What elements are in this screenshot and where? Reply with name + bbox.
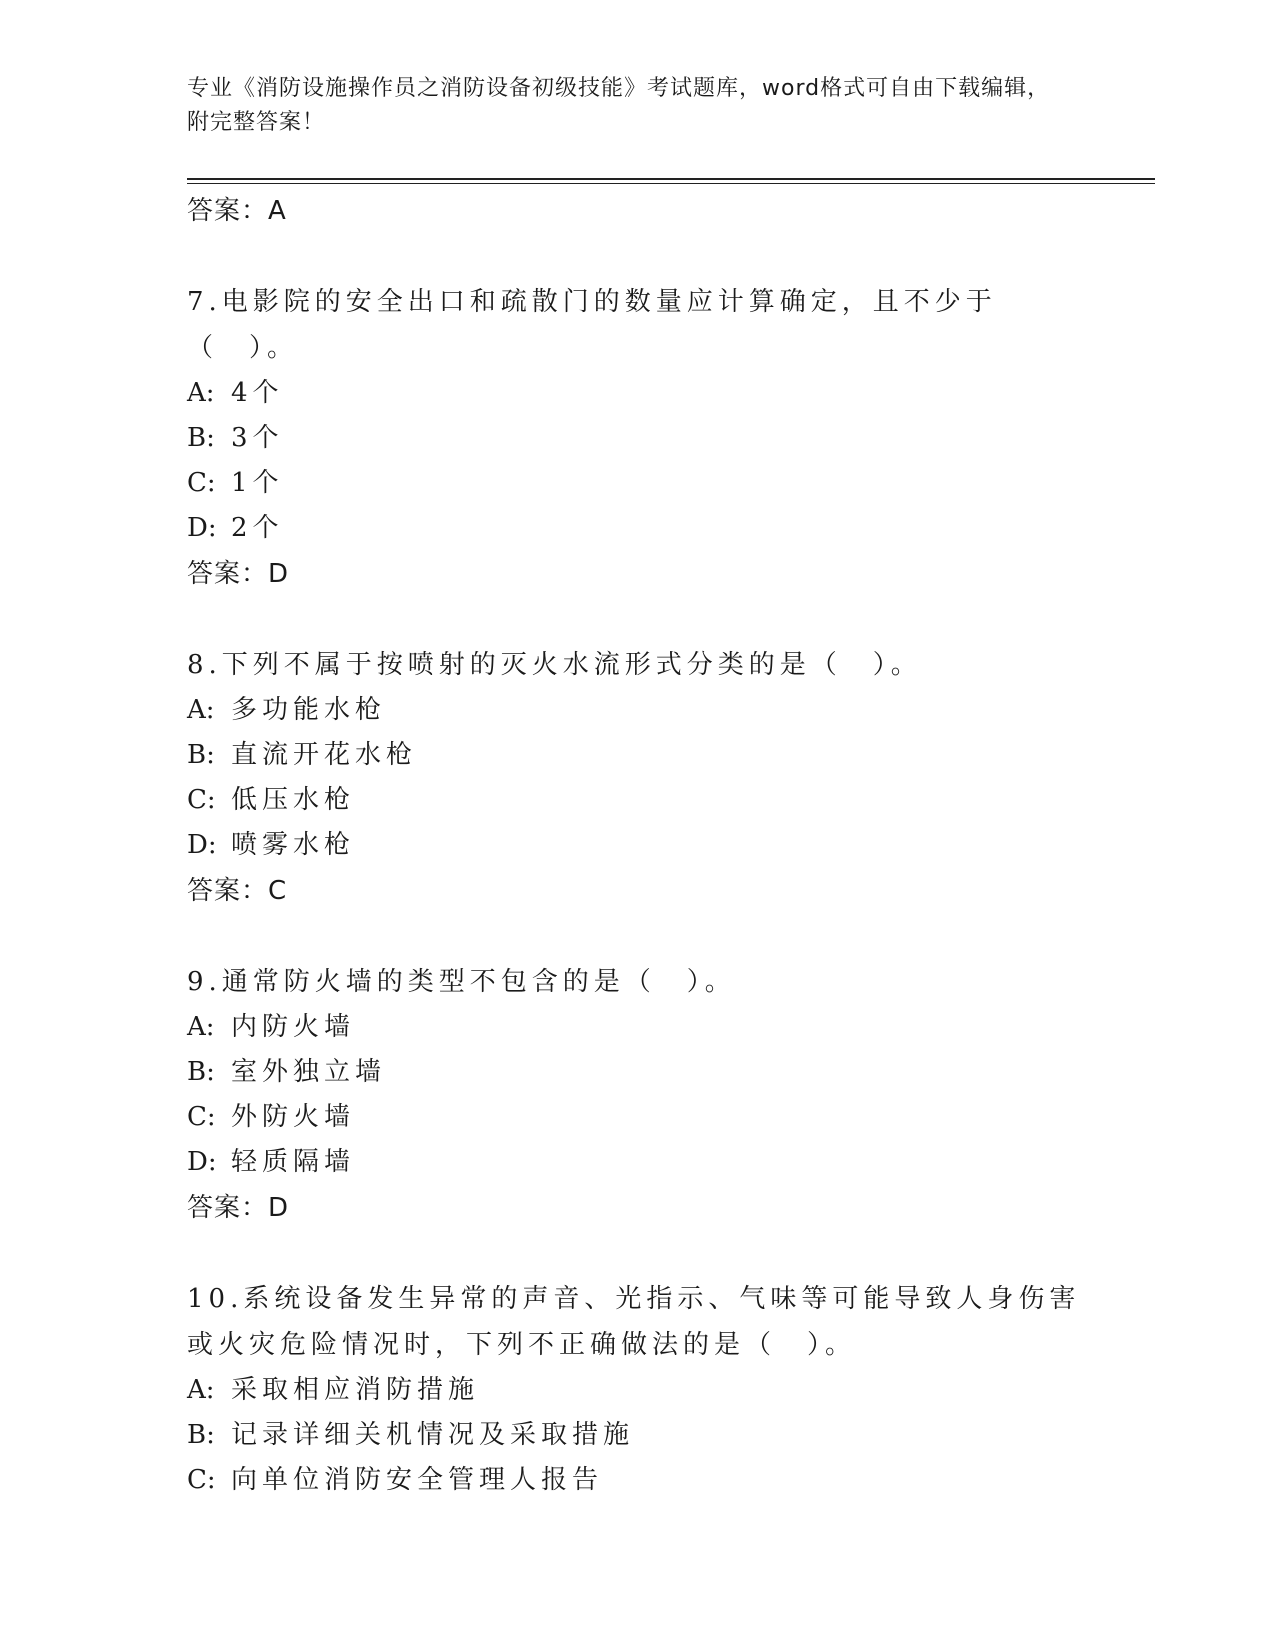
option-text: 采取相应消防措施 [231, 1375, 480, 1405]
option-c [187, 1095, 1087, 1140]
question-text: 8.下列不属于按喷射的灭火水流形式分类的是（ ）。 [187, 650, 922, 680]
option-c [187, 461, 1087, 506]
option-a [187, 1368, 1087, 1413]
question-text: 10.系统设备发生异常的声音、光指示、气味等可能导致人身伤害或火灾危险情况时，下列不正确做法的是（ ）。 [187, 1284, 1081, 1360]
answer-line: 答案：D [187, 559, 290, 589]
option-b [187, 733, 1087, 778]
spacer [187, 914, 1087, 959]
option-c [187, 778, 1087, 823]
spacer [187, 597, 1087, 642]
option-text: 外防火墙 [231, 1102, 356, 1132]
question-block [187, 642, 1087, 914]
spacer [187, 1231, 1087, 1276]
option-text: 3个 [231, 423, 284, 453]
question-block [187, 959, 1087, 1231]
option-a [187, 371, 1087, 416]
option-a [187, 1005, 1087, 1050]
option-a [187, 688, 1087, 733]
option-c [187, 1458, 1087, 1503]
option-label: B: [187, 740, 215, 770]
option-text: 喷雾水枪 [231, 830, 356, 860]
answer-line: 答案：D [187, 1193, 290, 1223]
answer-line: 答案：C [187, 876, 288, 906]
option-b [187, 416, 1087, 461]
option-text: 1个 [231, 468, 284, 498]
option-text: 4个 [231, 378, 284, 408]
option-label: B: [187, 1420, 215, 1450]
option-text: 内防火墙 [231, 1012, 356, 1042]
option-label: B: [187, 423, 215, 453]
option-text: 记录详细关机情况及采取措施 [231, 1420, 635, 1450]
option-text: 多功能水枪 [231, 695, 387, 725]
header-intro-text: 专业《消防设施操作员之消防设备初级技能》考试题库，word格式可自由下载编辑，附完整答案！ [187, 76, 1051, 135]
document-header [187, 72, 1067, 140]
option-label: A: [187, 695, 215, 725]
option-label: A: [187, 378, 215, 408]
option-text: 直流开花水枪 [231, 740, 418, 770]
option-text: 室外独立墙 [231, 1057, 387, 1087]
option-d [187, 1140, 1087, 1185]
option-b [187, 1050, 1087, 1095]
option-d [187, 506, 1087, 551]
question-text: 7.电影院的安全出口和疏散门的数量应计算确定，且不少于（ ）。 [187, 287, 997, 363]
option-label: B: [187, 1057, 215, 1087]
option-label: A: [187, 1012, 215, 1042]
option-label: D: [187, 1147, 217, 1177]
option-text: 轻质隔墙 [231, 1147, 356, 1177]
spacer [187, 234, 1087, 279]
option-label: C: [187, 1102, 216, 1132]
header-divider-thin [187, 183, 1155, 184]
option-label: D: [187, 513, 217, 543]
option-text: 2个 [231, 513, 284, 543]
option-d [187, 823, 1087, 868]
option-text: 低压水枪 [231, 785, 356, 815]
option-text: 向单位消防安全管理人报告 [231, 1465, 604, 1495]
question-block [187, 1276, 1087, 1503]
option-label: C: [187, 468, 216, 498]
option-label: C: [187, 1465, 216, 1495]
question-block [187, 279, 1087, 597]
option-label: A: [187, 1375, 215, 1405]
option-label: D: [187, 830, 217, 860]
question-list [187, 188, 1087, 1503]
option-b [187, 1413, 1087, 1458]
option-label: C: [187, 785, 216, 815]
answer-line: 答案：A [187, 196, 287, 226]
header-divider-thick [187, 178, 1155, 180]
question-text: 9.通常防火墙的类型不包含的是（ ）。 [187, 967, 736, 997]
